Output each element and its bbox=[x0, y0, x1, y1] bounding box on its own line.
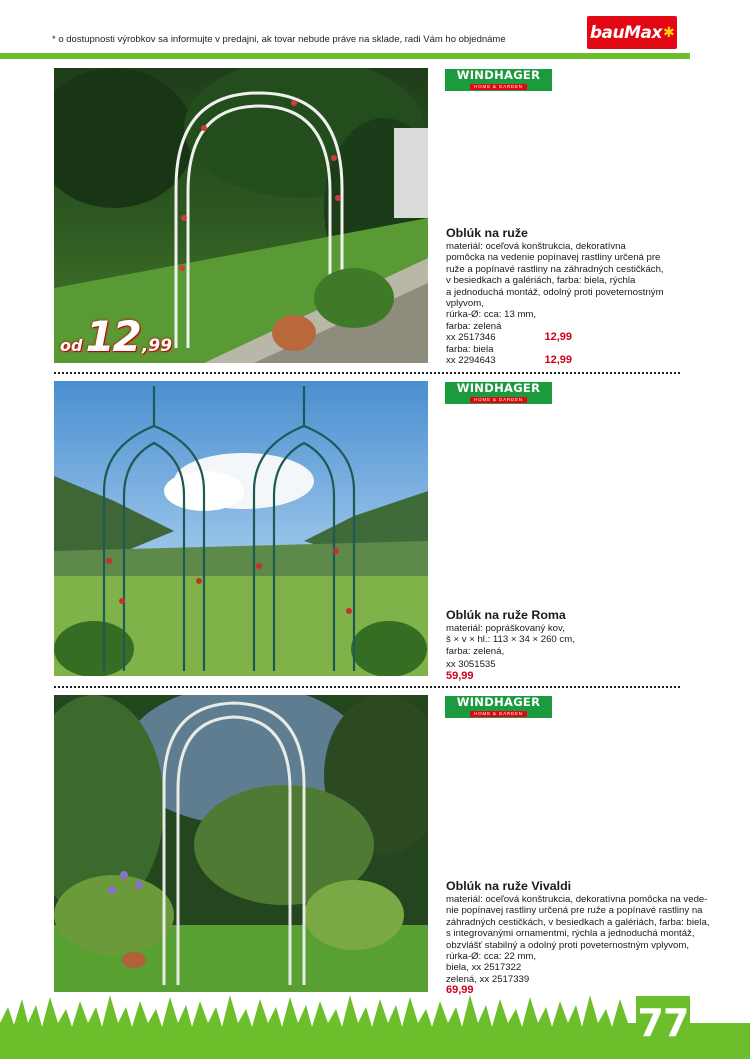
variant-color: farba: zelená bbox=[446, 320, 502, 332]
section-divider bbox=[54, 686, 680, 688]
windhager-logo-sub: HOME & GARDEN bbox=[470, 711, 527, 717]
windhager-logo bbox=[445, 696, 552, 718]
product-title: Oblúk na ruže Vivaldi bbox=[446, 879, 572, 893]
windhager-logo-text: WINDHAGER bbox=[456, 68, 541, 83]
product-details: materiál: oceľová konštrukcia, dekoratívna pomôcka na vedenie popínavej rastliny určená pre ruže a popínavé rastliny na záhradných cestičkách, v besiedkach a galériách, farba: biela, rýchla a jednoduchá montáž, odolný proti poveternostným vplyvom, rúrka-Ø: cca: 13 mm, bbox=[446, 241, 664, 321]
section-divider bbox=[54, 372, 680, 374]
product-price: 59,99 bbox=[446, 669, 474, 682]
page-number: 77 bbox=[637, 1001, 689, 1045]
product-price: 12,99 bbox=[544, 354, 572, 367]
product-description bbox=[446, 608, 720, 682]
windhager-logo-text: WINDHAGER bbox=[456, 381, 541, 396]
price-badge-main: 12 bbox=[85, 312, 140, 361]
page-number-box bbox=[636, 996, 690, 1050]
product-price: 12,99 bbox=[544, 331, 572, 344]
product-title: Oblúk na ruže bbox=[446, 226, 528, 240]
product-code: xx 2294643 bbox=[446, 355, 496, 367]
windhager-logo-sub: HOME & GARDEN bbox=[470, 397, 527, 403]
product-photo-roma-arches bbox=[54, 381, 428, 676]
windhager-logo bbox=[445, 69, 552, 91]
price-badge-cents: ,99 bbox=[141, 336, 173, 356]
product-photo-vivaldi-arch bbox=[54, 695, 428, 992]
variant-row bbox=[446, 355, 572, 366]
product-description bbox=[446, 879, 720, 997]
windhager-logo-text: WINDHAGER bbox=[456, 695, 541, 710]
windhager-logo-sub: HOME & GARDEN bbox=[470, 84, 527, 90]
variant-row bbox=[446, 332, 572, 343]
header-rule bbox=[0, 53, 690, 59]
price-badge-prefix: od bbox=[60, 336, 83, 355]
product-price: 69,99 bbox=[446, 984, 474, 997]
product-description bbox=[446, 226, 720, 366]
product-code: xx 2517346 bbox=[446, 332, 496, 344]
variant-color: farba: biela bbox=[446, 343, 494, 355]
star-icon: ✱ bbox=[662, 24, 675, 41]
product-code: xx 3051535 bbox=[446, 659, 496, 671]
availability-notice: * o dostupnosti výrobkov sa informujte v predajni, ak tovar nebude práve na sklade, radi Vám ho objednáme bbox=[52, 34, 506, 45]
product-details: materiál: popráškovaný kov, š × v × hl.: 113 × 34 × 260 cm, farba: zelená, bbox=[446, 623, 575, 657]
baumax-logo-text: bauMax bbox=[589, 22, 662, 43]
price-badge bbox=[60, 312, 173, 361]
product-title: Oblúk na ruže Roma bbox=[446, 608, 566, 622]
windhager-logo bbox=[445, 382, 552, 404]
product-details: materiál: oceľová konštrukcia, dekoratívna pomôcka na vede- nie popínavej rastliny určená pre ruže a popínavé rastliny na záhradných cestičkách, v besiedkach a galériách, farba: biela, s integrovanými ornamentmi, rýchla a jednoduchá montáž, obzvlášť stabilný a odolný proti poveternostným vplyvom, rúrka-Ø: cca: 22 mm, biela, xx 2517322 zelená, xx 2517339 bbox=[446, 894, 710, 985]
baumax-logo bbox=[587, 16, 677, 49]
